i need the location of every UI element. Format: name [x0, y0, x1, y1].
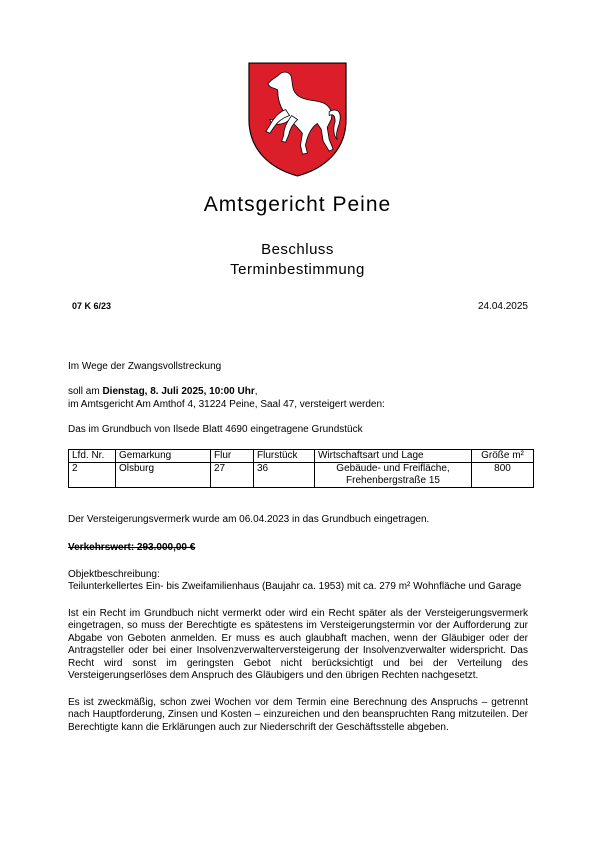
lower-saxony-horse-crest-icon [248, 62, 347, 177]
column-header: Größe m² [472, 449, 534, 462]
cell-gemarkung: Olsburg [116, 462, 211, 487]
cell-wirtschaftsart [315, 462, 472, 487]
cell-wirtschaftsart-line2: Frehenbergstraße 15 [346, 474, 440, 486]
vermerk-text: Der Versteigerungsvermerk wurde am 06.04.2023 in das Grundbuch eingetragen. [68, 513, 430, 525]
cell-groesse: 800 [472, 462, 534, 487]
column-header: Lfd. Nr. [69, 449, 116, 462]
cell-flur: 27 [211, 462, 254, 487]
document-heading [0, 240, 595, 280]
column-header: Flurstück [254, 449, 315, 462]
description-label: Objektbeschreibung: [68, 568, 160, 580]
column-header: Flur [211, 449, 254, 462]
column-header: Gemarkung [116, 449, 211, 462]
cell-wirtschaftsart-line1: Gebäude- und Freifläche, [336, 462, 450, 474]
cell-flurstueck: 36 [254, 462, 315, 487]
property-table [68, 449, 534, 488]
court-name: Amtsgericht Peine [203, 193, 392, 216]
auction-date-time: Dienstag, 8. Juli 2025, 10:00 Uhr [102, 386, 255, 397]
schedule-suffix: , [254, 386, 258, 397]
schedule-prefix: soll am [68, 386, 103, 397]
property-intro: Das im Grundbuch von Ilsede Blatt 4690 eingetragene Grundstück [68, 423, 363, 435]
schedule-paragraph [68, 386, 528, 411]
market-value: Verkehrswert: 293.000,00 € [68, 542, 196, 553]
document-subtitle: Terminbestimmung [230, 261, 365, 278]
file-number: 07 K 6/23 [72, 301, 112, 311]
cell-nr: 2 [69, 462, 116, 487]
auction-location: im Amtsgericht Am Amthof 4, 31224 Peine, Saal 47, versteigert werden: [68, 398, 385, 410]
intro-text: Im Wege der Zwangsvollstreckung [68, 361, 222, 372]
notice-claims: Es ist zweckmäßig, schon zwei Wochen vor dem Termin eine Berechnung des Anspruchs – getrennt nach Hauptforderung, Zinsen und Kosten – einzureichen und den beanspruchten Rang mitzuteilen. Der Berechtigte kann die Erklärungen auch zur Niederschrift der Geschäftsstelle abgeben. [68, 696, 528, 733]
table-header-row [69, 449, 534, 462]
document-body [68, 361, 528, 747]
document-date: 24.04.2025 [477, 301, 528, 312]
notice-registration: Ist ein Recht im Grundbuch nicht vermerkt oder wird ein Recht später als der Versteigerungsvermerk eingetragen, so muss der Berechtigte es spätestens im Versteigerungstermin vor der Aufforderung zur Abgabe von Geboten anmelden. Er muss es auch glaubhaft machen, wenn der Gläubiger oder der Antragsteller oder bei einer Insolvenzverwalterversteigerung der Insolvenzverwalter widerspricht. Das Recht wird sonst im geringsten Gebot nicht berücksichtigt und bei der Verteilung des Versteigerungserlöses dem Anspruch des Gläubigers und den übrigen Rechten nachgesetzt. [68, 607, 528, 681]
column-header: Wirtschaftsart und Lage [315, 449, 472, 462]
table-row [69, 462, 534, 487]
document-title: Beschluss [261, 241, 334, 258]
description-text: Teilunterkellertes Ein- bis Zweifamilienhaus (Baujahr ca. 1953) mit ca. 279 m² Wohnfläche und Garage [68, 581, 522, 592]
